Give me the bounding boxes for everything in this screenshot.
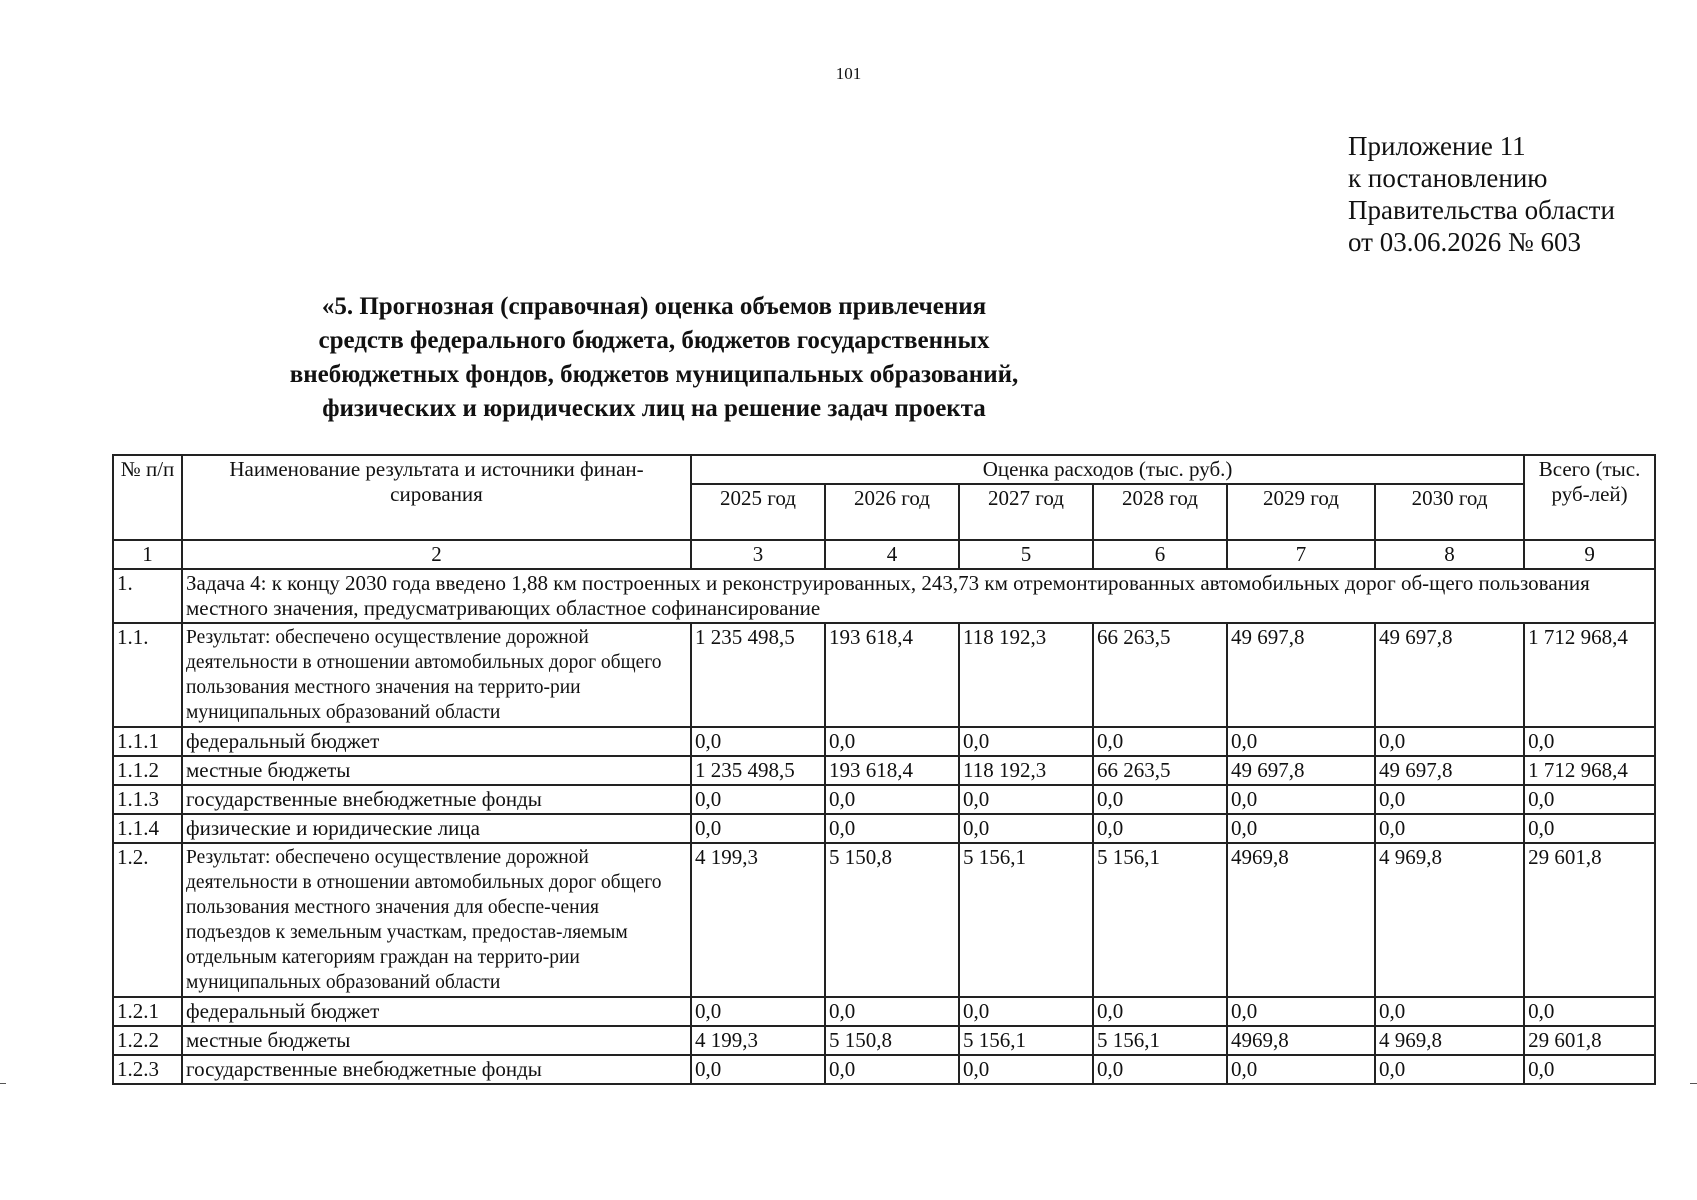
table-row [113,843,1655,997]
row-number: 1.2.3 [113,1055,182,1084]
row-value: 5 150,8 [825,843,959,997]
row-total: 1 712 968,4 [1524,623,1655,727]
scan-mark [1690,1083,1697,1084]
appendix-note [1348,130,1615,258]
title-line: «5. Прогнозная (справочная) оценка объемов привлечения [321,293,987,320]
row-name: государственные внебюджетные фонды [182,785,691,814]
row-number: 1.2. [113,843,182,997]
column-number: 2 [182,540,691,569]
row-total: 29 601,8 [1524,1026,1655,1055]
row-name: Результат: обеспечено осуществление дорожной деятельности в отношении автомобильных дорог общего пользования местного значения на террито-рии муниципальных образований области [182,623,691,727]
row-value: 0,0 [1093,727,1227,756]
row-number: 1.1. [113,623,182,727]
table-row [113,1026,1655,1055]
column-number: 9 [1524,540,1655,569]
row-value: 5 150,8 [825,1026,959,1055]
row-value: 118 192,3 [959,756,1093,785]
page-number: 101 [835,64,862,83]
row-value: 0,0 [1375,1055,1524,1084]
row-value: 0,0 [691,785,825,814]
row-value: 0,0 [691,1055,825,1084]
header-year: 2030 год [1375,484,1524,540]
row-value: 66 263,5 [1093,756,1227,785]
row-value: 1 235 498,5 [691,623,825,727]
row-value: 0,0 [1375,727,1524,756]
row-value: 0,0 [959,727,1093,756]
header-year: 2028 год [1093,484,1227,540]
appendix-line: Приложение 11 [1348,131,1526,161]
task-number: 1. [113,569,182,623]
row-total: 0,0 [1524,1055,1655,1084]
row-value: 0,0 [1227,1055,1375,1084]
row-value: 49 697,8 [1375,623,1524,727]
row-value: 0,0 [691,997,825,1026]
row-value: 49 697,8 [1375,756,1524,785]
header-year: 2027 год [959,484,1093,540]
title-line: внебюджетных фондов, бюджетов муниципальных образований, [289,361,1019,388]
header-estimate: Оценка расходов (тыс. руб.) [691,455,1524,484]
row-name: местные бюджеты [182,756,691,785]
row-value: 0,0 [1093,1055,1227,1084]
row-value: 193 618,4 [825,623,959,727]
document-title [0,290,1308,426]
table-row [113,623,1655,727]
row-value: 4 199,3 [691,843,825,997]
column-number: 5 [959,540,1093,569]
row-value: 0,0 [1375,785,1524,814]
row-value: 0,0 [1227,814,1375,843]
header-year: 2026 год [825,484,959,540]
row-value: 4 969,8 [1375,843,1524,997]
row-value: 4969,8 [1227,843,1375,997]
row-value: 0,0 [825,814,959,843]
row-number: 1.1.4 [113,814,182,843]
row-value: 5 156,1 [1093,843,1227,997]
row-number: 1.2.2 [113,1026,182,1055]
table-row [113,756,1655,785]
column-number: 8 [1375,540,1524,569]
row-value: 118 192,3 [959,623,1093,727]
table-row [113,785,1655,814]
header-row [113,455,1655,484]
task-text: Задача 4: к концу 2030 года введено 1,88 км построенных и реконструированных, 243,73 км отремонтированных автомобильных дорог об-щего пользования местного значения, предусматривающих областное софинансирование [182,569,1655,623]
row-name: федеральный бюджет [182,997,691,1026]
row-value: 5 156,1 [959,1026,1093,1055]
row-value: 0,0 [1227,785,1375,814]
header-name: Наименование результата и источники финан-сирования [182,455,691,540]
title-line: средств федерального бюджета, бюджетов государственных [318,327,990,354]
header-year: 2029 год [1227,484,1375,540]
row-value: 0,0 [691,727,825,756]
row-value: 49 697,8 [1227,623,1375,727]
row-value: 0,0 [1093,997,1227,1026]
row-value: 0,0 [825,785,959,814]
row-number: 1.1.1 [113,727,182,756]
row-total: 0,0 [1524,814,1655,843]
row-value: 0,0 [825,1055,959,1084]
header-year: 2025 год [691,484,825,540]
row-value: 0,0 [825,727,959,756]
row-value: 5 156,1 [959,843,1093,997]
row-total: 1 712 968,4 [1524,756,1655,785]
row-number: 1.1.2 [113,756,182,785]
row-value: 4969,8 [1227,1026,1375,1055]
row-value: 0,0 [1227,997,1375,1026]
row-name: физические и юридические лица [182,814,691,843]
row-number: 1.2.1 [113,997,182,1026]
column-number: 7 [1227,540,1375,569]
row-value: 0,0 [1227,727,1375,756]
scan-mark [0,1083,6,1084]
row-value: 49 697,8 [1227,756,1375,785]
row-total: 0,0 [1524,727,1655,756]
row-name: федеральный бюджет [182,727,691,756]
header-num: № п/п [113,455,182,540]
row-name: Результат: обеспечено осуществление дорожной деятельности в отношении автомобильных дорог общего пользования местного значения для обеспе-чения подъездов к земельным участкам, предостав-ляемым отдельным категориям граждан на террито-рии муниципальных образований области [182,843,691,997]
row-value: 0,0 [959,814,1093,843]
row-value: 4 969,8 [1375,1026,1524,1055]
column-number: 3 [691,540,825,569]
row-value: 0,0 [825,997,959,1026]
table-row [113,1055,1655,1084]
row-value: 193 618,4 [825,756,959,785]
row-value: 0,0 [1375,814,1524,843]
header-total: Всего (тыс. руб-лей) [1524,455,1655,540]
task-row [113,569,1655,623]
row-value: 0,0 [959,785,1093,814]
column-number: 6 [1093,540,1227,569]
table-row [113,727,1655,756]
budget-table [112,454,1656,1085]
column-number: 4 [825,540,959,569]
appendix-line: к постановлению [1348,163,1548,193]
table-row [113,997,1655,1026]
appendix-line: Правительства области [1348,195,1615,225]
row-name: местные бюджеты [182,1026,691,1055]
row-value: 0,0 [691,814,825,843]
column-number-row [113,540,1655,569]
row-value: 4 199,3 [691,1026,825,1055]
row-number: 1.1.3 [113,785,182,814]
row-value: 1 235 498,5 [691,756,825,785]
row-total: 29 601,8 [1524,843,1655,997]
row-value: 0,0 [959,997,1093,1026]
table-row [113,814,1655,843]
column-number: 1 [113,540,182,569]
title-line: физических и юридических лиц на решение задач проекта [322,395,986,422]
row-value: 0,0 [1375,997,1524,1026]
appendix-line: от 03.06.2026 № 603 [1348,227,1581,257]
row-value: 0,0 [1093,814,1227,843]
row-value: 5 156,1 [1093,1026,1227,1055]
row-value: 0,0 [959,1055,1093,1084]
row-value: 0,0 [1093,785,1227,814]
row-name: государственные внебюджетные фонды [182,1055,691,1084]
row-total: 0,0 [1524,785,1655,814]
row-total: 0,0 [1524,997,1655,1026]
row-value: 66 263,5 [1093,623,1227,727]
